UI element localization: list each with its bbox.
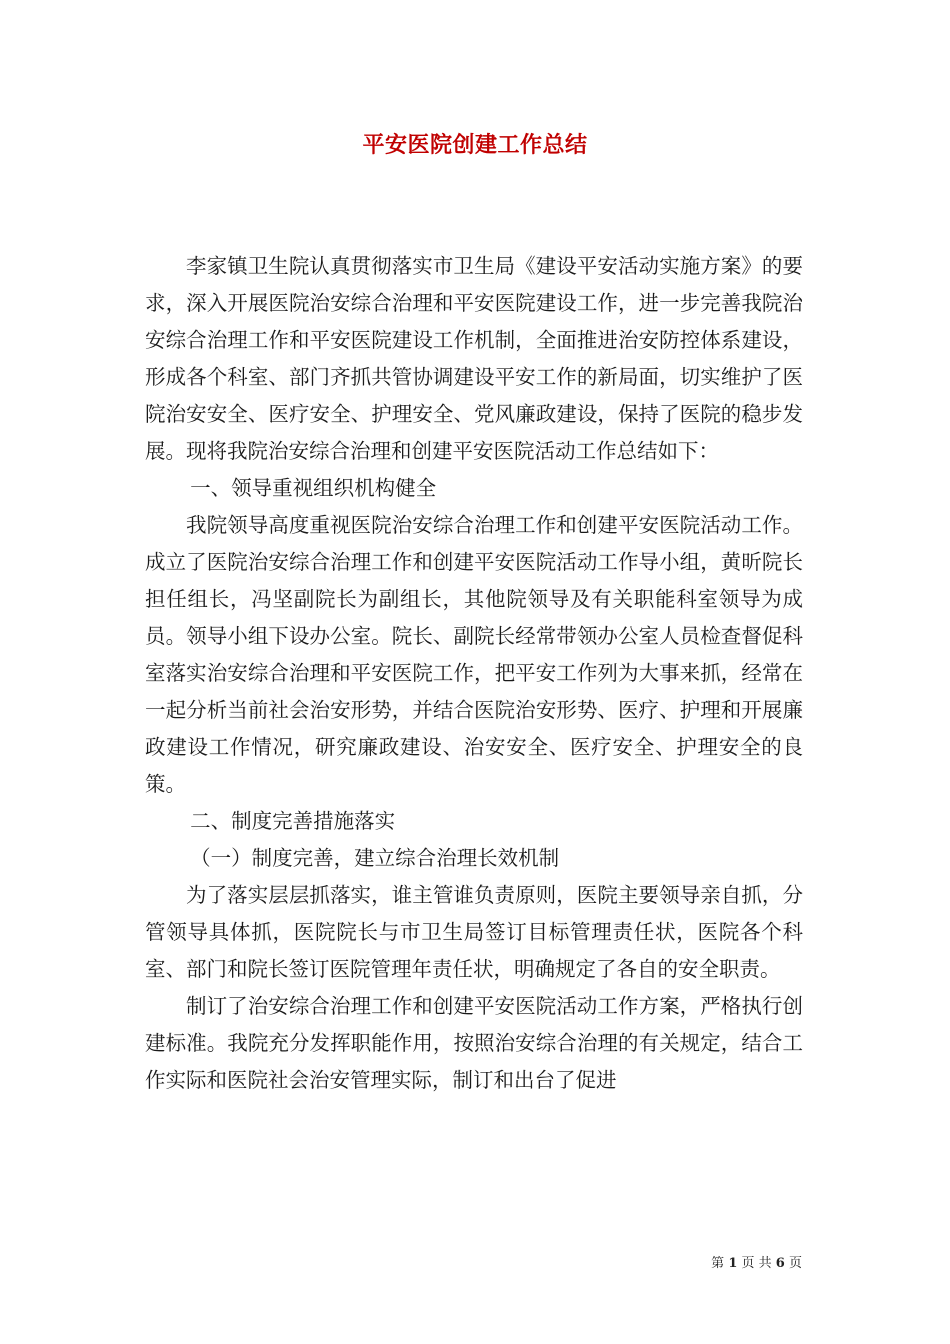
subsection-heading-1: （一）制度完善，建立综合治理长效机制 — [190, 846, 560, 870]
section-heading-2: 二、制度完善措施落实 — [190, 809, 396, 833]
document-body — [145, 248, 803, 1099]
paragraph-intro: 李家镇卫生院认真贯彻落实市卫生局《建设平安活动实施方案》的要求，深入开展医院治安综合治理和平安医院建设工作，进一步完善我院治安综合治理工作和平安医院建设工作机制，全面推进治安防控体系建设，形成各个科室、部门齐抓共管协调建设平安工作的新局面，切实维护了医院治安安全、医疗安全、护理安全、党风廉政建设，保持了医院的稳步发展。现将我院治安综合治理和创建平安医院活动工作总结如下： — [145, 254, 803, 463]
footer-suffix: 页 — [788, 1256, 802, 1271]
footer-total-pages: 6 — [775, 1256, 785, 1271]
footer-middle: 页 共 — [741, 1256, 772, 1271]
page-number-footer — [711, 1252, 802, 1271]
paragraph-leadership: 我院领导高度重视医院治安综合治理工作和创建平安医院活动工作。成立了医院治安综合治理工作和创建平安医院活动工作导小组，黄昕院长担任组长，冯坚副院长为副组长，其他院领导及有关职能科室领导为成员。领导小组下设办公室。院长、副院长经常带领办公室人员检查督促科室落实治安综合治理和平安医院工作，把平安工作列为大事来抓，经常在一起分析当前社会治安形势，并结合医院治安形势、医疗、护理和开展廉政建设工作情况，研究廉政建设、治安安全、医疗安全、护理安全的良策。 — [145, 513, 803, 796]
section-heading-1: 一、领导重视组织机构健全 — [190, 476, 437, 500]
footer-current-page: 1 — [728, 1256, 738, 1271]
paragraph-plan: 制订了治安综合治理工作和创建平安医院活动工作方案，严格执行创建标准。我院充分发挥职能作用，按照治安综合治理的有关规定，结合工作实际和医院社会治安管理实际，制订和出台了促进 — [145, 994, 803, 1092]
paragraph-responsibility: 为了落实层层抓落实，谁主管谁负责原则，医院主要领导亲自抓，分管领导具体抓，医院院长与市卫生局签订目标管理责任状，医院各个科室、部门和院长签订医院管理年责任状，明确规定了各自的安全职责。 — [145, 883, 803, 981]
footer-prefix: 第 — [711, 1256, 725, 1271]
document-title: 平安医院创建工作总结 — [362, 132, 588, 158]
